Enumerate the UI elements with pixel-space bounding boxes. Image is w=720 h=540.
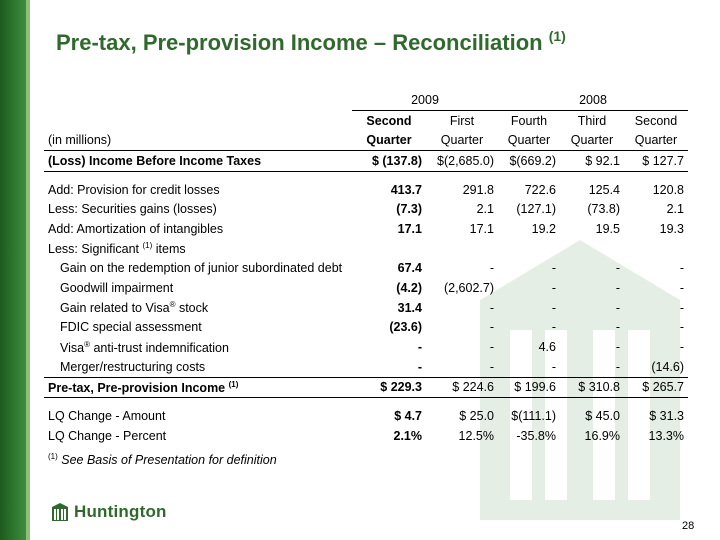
cell-value: 291.8 [462, 182, 494, 197]
col-header-line2: Quarter [570, 133, 614, 148]
cell-value: 2.1 [666, 202, 684, 217]
cell-value: - [551, 300, 556, 315]
registered-mark: ® [169, 300, 176, 310]
cell-value: - [679, 320, 684, 335]
row-label: FDIC special assessment [60, 320, 202, 335]
cell-value: $ 224.6 [426, 377, 498, 398]
row-label: (Loss) Income Before Income Taxes [44, 151, 352, 172]
col-header-line1: Second [366, 113, 412, 128]
cell-value: $(669.2) [498, 151, 560, 172]
footnote-marker: (1) [48, 452, 58, 461]
cell-value: - [615, 281, 620, 296]
cell-value: - [615, 320, 620, 335]
row-label: Gain on the redemption of junior subordinated debt [60, 261, 343, 276]
cell-value: 19.3 [659, 221, 684, 236]
cell-value: - [551, 320, 556, 335]
huntington-logo-icon [52, 503, 68, 521]
cell-value: - [679, 261, 684, 276]
cell-value: $ 45.0 [585, 409, 620, 424]
cell-value: - [489, 359, 494, 374]
cell-value: - [417, 340, 422, 355]
table-row [44, 278, 688, 298]
cell-value: $ 310.8 [560, 377, 624, 398]
left-sidebar-stripe [26, 0, 30, 540]
cell-value: $ 92.1 [560, 151, 624, 172]
cell-value: $ 31.3 [649, 409, 684, 424]
cell-value: 125.4 [588, 182, 620, 197]
year-2008-header: 2008 [498, 90, 688, 110]
row-label-tail: stock [175, 301, 209, 316]
cell-value: - [489, 340, 494, 355]
cell-value: 31.4 [397, 300, 422, 315]
row-label-text: Gain related to Visa [60, 301, 170, 316]
cell-value: $ 127.7 [624, 151, 688, 172]
cell-value: 16.9% [584, 428, 620, 443]
cell-value: - [615, 359, 620, 374]
table-row [44, 406, 688, 426]
row-label-tail: items [155, 242, 186, 257]
col-header-line2: Quarter [440, 133, 484, 148]
table-row [44, 337, 688, 357]
row-label: Less: Securities gains (losses) [48, 202, 217, 217]
col-header-line1: Second [634, 113, 678, 128]
col-header-line1: Third [577, 113, 607, 128]
table-row [44, 357, 688, 377]
row-label [44, 377, 352, 398]
cell-value: 413.7 [390, 182, 422, 197]
row-label-tail: anti-trust indemnification [90, 340, 229, 355]
col-header-line1: Fourth [510, 113, 548, 128]
row-label: Add: Provision for credit losses [48, 182, 220, 197]
table-row [44, 151, 688, 172]
huntington-logo-text: Huntington [74, 502, 167, 521]
table-row [44, 180, 688, 200]
cell-value: - [489, 300, 494, 315]
cell-value: $ 199.6 [498, 377, 560, 398]
cell-value: - [615, 261, 620, 276]
quarter-header-row-2 [44, 130, 688, 150]
table-row [44, 426, 688, 446]
year-2009-header: 2009 [352, 90, 498, 110]
units-label: (in millions) [48, 133, 112, 148]
cell-value: - [679, 300, 684, 315]
cell-value: 19.5 [595, 221, 620, 236]
footnote-text: See Basis of Presentation for definition [57, 453, 277, 468]
registered-mark: ® [84, 339, 90, 349]
table-row [44, 318, 688, 338]
cell-value: - [551, 281, 556, 296]
cell-value: 13.3% [648, 428, 684, 443]
year-header-row [44, 90, 688, 110]
cell-value: - [551, 261, 556, 276]
cell-value: - [551, 359, 556, 374]
cell-value: $ 265.7 [624, 377, 688, 398]
cell-value: 12.5% [458, 428, 494, 443]
cell-value: - [615, 340, 620, 355]
row-label [44, 239, 688, 259]
cell-value: -35.8% [516, 428, 556, 443]
cell-value: (4.2) [396, 281, 422, 296]
table-row [44, 259, 688, 279]
cell-value: 67.4 [397, 261, 422, 276]
row-label: Merger/restructuring costs [60, 359, 206, 374]
page-title-text: Pre-tax, Pre-provision Income – Reconciliation [56, 30, 543, 55]
cell-value: - [615, 300, 620, 315]
page-number: 28 [682, 520, 695, 532]
row-label-text: Visa [60, 340, 85, 355]
cell-value: 2.1 [476, 202, 494, 217]
row-label [44, 337, 352, 357]
cell-value: - [679, 281, 684, 296]
cell-value: (127.1) [516, 202, 556, 217]
row-label-text: Less: Significant [48, 242, 140, 257]
reconciliation-table [44, 90, 688, 446]
cell-value: 17.1 [469, 221, 494, 236]
cell-value: 722.6 [524, 182, 556, 197]
table-row [44, 298, 688, 318]
row-label: LQ Change - Amount [48, 409, 166, 424]
footnote [48, 452, 277, 467]
footnote-marker: (1) [142, 241, 153, 251]
cell-value: $ 25.0 [459, 409, 494, 424]
table-row [44, 199, 688, 219]
quarter-header-row-1 [44, 110, 688, 130]
cell-value: $ 4.7 [394, 409, 422, 424]
cell-value: $(2,685.0) [426, 151, 498, 172]
huntington-logo [52, 502, 167, 522]
cell-value: (73.8) [587, 202, 620, 217]
page-title [56, 30, 566, 56]
cell-value: $ (137.8) [352, 151, 426, 172]
table-row [44, 377, 688, 398]
cell-value: - [489, 320, 494, 335]
col-header-line2: Quarter [634, 133, 678, 148]
row-label-text: Pre-tax, Pre-provision Income [48, 381, 226, 396]
cell-value: (2,602.7) [443, 281, 494, 296]
cell-value: $ 229.3 [352, 377, 426, 398]
cell-value: (23.6) [389, 320, 422, 335]
cell-value: - [417, 359, 422, 374]
cell-value: 4.6 [538, 340, 556, 355]
cell-value: (14.6) [651, 359, 684, 374]
left-sidebar-band [0, 0, 26, 540]
page-title-footnote-marker: (1) [548, 28, 566, 44]
col-header-line2: Quarter [366, 133, 412, 148]
cell-value: $(111.1) [511, 409, 556, 424]
row-label: LQ Change - Percent [48, 428, 167, 443]
cell-value: 2.1% [393, 428, 422, 443]
cell-value: 17.1 [397, 221, 422, 236]
row-label: Add: Amortization of intangibles [48, 221, 224, 236]
footnote-marker: (1) [228, 379, 239, 389]
cell-value: - [679, 340, 684, 355]
col-header-line1: First [449, 113, 475, 128]
row-label [44, 298, 352, 318]
row-label: Goodwill impairment [60, 281, 174, 296]
cell-value: - [489, 261, 494, 276]
table-row [44, 219, 688, 239]
cell-value: (7.3) [396, 202, 422, 217]
col-header-line2: Quarter [507, 133, 551, 148]
cell-value: 120.8 [652, 182, 684, 197]
table-row [44, 239, 688, 259]
cell-value: 19.2 [531, 221, 556, 236]
